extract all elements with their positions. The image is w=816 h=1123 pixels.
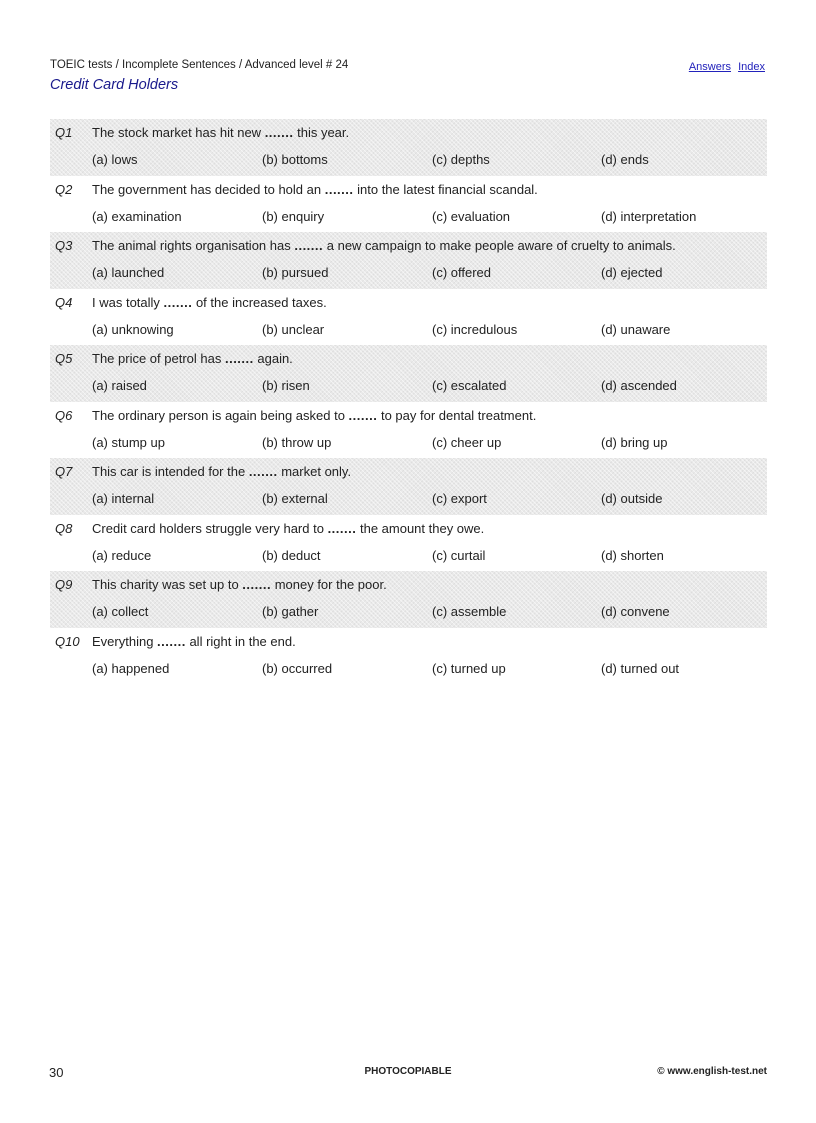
breadcrumb: TOEIC tests / Incomplete Sentences / Advanced level # 24	[50, 59, 349, 71]
question-text-post: of the increased taxes.	[192, 294, 327, 310]
option-b[interactable]: (b) occurred	[262, 660, 333, 676]
option-d[interactable]: (d) turned out	[601, 660, 680, 676]
question-number: Q9	[55, 577, 73, 592]
option-c[interactable]: (c) escalated	[432, 378, 507, 393]
question-blank: .......	[248, 464, 278, 479]
option-d[interactable]: (d) ejected	[601, 265, 663, 280]
question-row	[50, 458, 767, 515]
option-a[interactable]: (a) examination	[92, 208, 182, 224]
question-text-pre: Everything	[92, 633, 158, 649]
option-a[interactable]: (a) lows	[92, 152, 138, 167]
page-number: 30	[49, 1065, 64, 1080]
question-text-post: the amount they owe.	[356, 520, 485, 536]
question-text	[92, 238, 676, 253]
question-text-post: again.	[253, 351, 293, 366]
question-text	[92, 295, 327, 310]
question-blank: .......	[264, 125, 294, 140]
question-row	[50, 232, 767, 289]
option-a[interactable]: (a) internal	[92, 491, 155, 506]
question-text	[92, 351, 293, 366]
option-d[interactable]: (d) unaware	[601, 321, 671, 337]
option-d[interactable]: (d) shorten	[601, 547, 664, 563]
question-text	[92, 634, 296, 649]
question-text-post: into the latest financial scandal.	[353, 181, 538, 197]
question-blank: .......	[327, 520, 357, 536]
question-text-pre: This car is intended for the	[92, 464, 249, 479]
question-row	[50, 628, 767, 685]
question-text	[92, 577, 387, 592]
question-row	[50, 119, 767, 176]
question-row	[50, 345, 767, 402]
question-text-post: all right in the end.	[185, 633, 296, 649]
question-text	[92, 521, 484, 536]
answers-link[interactable]: Answers	[688, 61, 732, 73]
question-blank: .......	[242, 577, 272, 592]
question-number: Q2	[55, 181, 73, 197]
option-c[interactable]: (c) export	[432, 491, 487, 506]
question-number: Q8	[55, 520, 73, 536]
question-text-post: a new campaign to make people aware of cruelty to animals.	[323, 238, 676, 253]
question-blank: .......	[294, 238, 324, 253]
page-title: Credit Card Holders	[50, 77, 179, 93]
option-b[interactable]: (b) gather	[262, 604, 319, 619]
question-text	[92, 182, 538, 197]
option-c[interactable]: (c) cheer up	[432, 434, 502, 450]
option-c[interactable]: (c) curtail	[432, 547, 486, 563]
option-d[interactable]: (d) ascended	[601, 378, 677, 393]
question-text-pre: This charity was set up to	[92, 577, 243, 592]
question-number: Q7	[55, 464, 73, 479]
option-d[interactable]: (d) bring up	[601, 434, 668, 450]
question-number: Q1	[55, 125, 73, 140]
question-text	[92, 464, 351, 479]
option-d[interactable]: (d) outside	[601, 491, 663, 506]
question-number: Q10	[55, 633, 80, 649]
question-text-pre: The price of petrol has	[92, 351, 225, 366]
option-c[interactable]: (c) evaluation	[432, 208, 511, 224]
question-row	[50, 515, 767, 572]
question-text-pre: Credit card holders struggle very hard to	[92, 520, 328, 536]
question-text-post: market only.	[277, 464, 352, 479]
option-b[interactable]: (b) bottoms	[262, 152, 328, 167]
option-c[interactable]: (c) depths	[432, 152, 490, 167]
copyright: © www.english-test.net	[657, 1066, 767, 1077]
question-text-pre: The stock market has hit new	[92, 125, 265, 140]
index-link[interactable]: Index	[738, 61, 765, 73]
option-d[interactable]: (d) interpretation	[601, 208, 697, 224]
question-text	[92, 408, 536, 423]
question-text-post: this year.	[293, 125, 350, 140]
question-row	[50, 402, 767, 459]
question-blank: .......	[324, 181, 354, 197]
header-links	[685, 61, 765, 73]
question-blank: .......	[224, 351, 254, 366]
question-blank: .......	[163, 294, 193, 310]
photocopiable-label: PHOTOCOPIABLE	[364, 1066, 452, 1077]
option-d[interactable]: (d) convene	[601, 604, 670, 619]
question-text-pre: I was totally	[92, 294, 164, 310]
question-text	[92, 125, 349, 140]
option-a[interactable]: (a) reduce	[92, 547, 152, 563]
question-text-pre: The government has decided to hold an	[92, 181, 325, 197]
question-row	[50, 571, 767, 628]
question-text-post: to pay for dental treatment.	[377, 407, 537, 423]
option-a[interactable]: (a) happened	[92, 660, 170, 676]
option-b[interactable]: (b) unclear	[262, 321, 325, 337]
option-c[interactable]: (c) assemble	[432, 604, 507, 619]
option-b[interactable]: (b) pursued	[262, 265, 329, 280]
question-number: Q6	[55, 407, 73, 423]
question-row	[50, 289, 767, 346]
question-list	[50, 119, 767, 684]
option-b[interactable]: (b) risen	[262, 378, 310, 393]
option-a[interactable]: (a) unknowing	[92, 321, 174, 337]
option-c[interactable]: (c) turned up	[432, 660, 506, 676]
option-b[interactable]: (b) external	[262, 491, 328, 506]
question-number: Q4	[55, 294, 73, 310]
option-c[interactable]: (c) incredulous	[432, 321, 518, 337]
option-d[interactable]: (d) ends	[601, 152, 649, 167]
question-number: Q5	[55, 351, 73, 366]
option-a[interactable]: (a) raised	[92, 378, 147, 393]
option-b[interactable]: (b) deduct	[262, 547, 321, 563]
option-b[interactable]: (b) enquiry	[262, 208, 325, 224]
question-row	[50, 176, 767, 233]
option-c[interactable]: (c) offered	[432, 265, 492, 280]
option-a[interactable]: (a) launched	[92, 265, 165, 280]
question-number: Q3	[55, 238, 73, 253]
question-blank: .......	[348, 407, 378, 423]
question-text-pre: The ordinary person is again being asked to	[92, 407, 349, 423]
option-a[interactable]: (a) stump up	[92, 434, 165, 450]
option-b[interactable]: (b) throw up	[262, 434, 332, 450]
option-a[interactable]: (a) collect	[92, 604, 149, 619]
question-text-post: money for the poor.	[271, 577, 387, 592]
question-blank: .......	[157, 633, 186, 649]
question-text-pre: The animal rights organisation has	[92, 238, 295, 253]
